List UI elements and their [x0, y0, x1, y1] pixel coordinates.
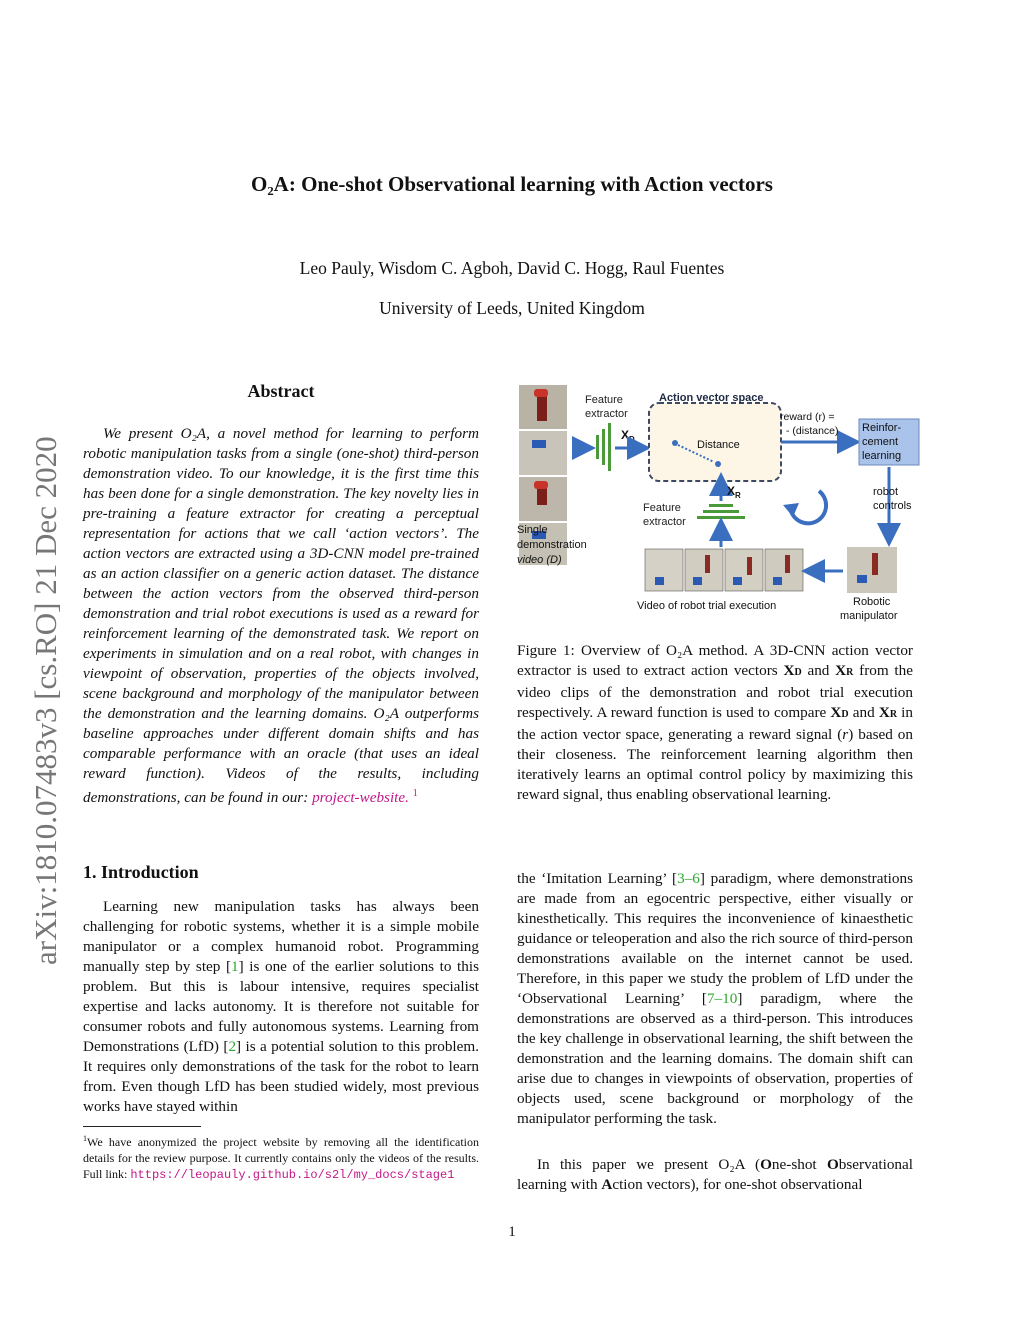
- section-heading-introduction: 1. Introduction: [83, 862, 199, 882]
- label-action-vector-space: Action vector space: [659, 392, 764, 404]
- intro-paragraph-continued: the ‘Imitation Learning’ [3–6] paradigm, where demonstrations are made from an egocentric perspective, either visually or kinesthetically. This requires the inconvenience of kinaesthetic guidance or teleoperation and also the rich source of third-person demonstrations available on the internet cannot be used. Therefore, in this paper we study the problem of LfD under the ‘Observational Learning’ [7–10] paradigm, where the demonstrations are observed as a third-person. This introduces the key challenge in observational learning, the shift between the demonstration and the learning domains. The domain shift can arise due to changes in viewpoints of observation, properties of objects used, scene background or morphology of the manipulator performing the task.: [517, 870, 913, 1127]
- trial-video-frames: [645, 549, 803, 591]
- label-rl-2: cement: [862, 436, 899, 448]
- citation-link[interactable]: 7: [706, 990, 715, 1007]
- robotic-manipulator-image: [847, 547, 897, 593]
- label-feature-extractor-bottom: Feature: [643, 502, 681, 514]
- footnote: [83, 1131, 479, 1183]
- intro-paragraph-1: [83, 897, 479, 1117]
- abstract-heading: Abstract: [247, 381, 315, 401]
- label-xd: $X_D$: [621, 428, 635, 444]
- label-robot-controls-1: robot: [873, 486, 899, 498]
- footnote-number: 1: [83, 1134, 87, 1143]
- affiliation: University of Leeds, United Kingdom: [379, 298, 645, 318]
- intro-text-a: Learning new manipulation tasks has always been challenging for robotic systems, whether it is a simple mobile manipulator or a complex humanoid robot. Programming manually step by step [: [83, 898, 479, 975]
- author-list: Leo Pauly, Wisdom C. Agboh, David C. Hogg, Raul Fuentes: [299, 258, 725, 278]
- label-feature-extractor-bottom-2: extractor: [643, 516, 686, 528]
- citation-link[interactable]: 10: [722, 990, 738, 1007]
- footnote-text: We have anonymized the project website by removing all the identification details for the review purpose. It currently contains only the videos of the results. Full link:: [83, 1135, 479, 1181]
- paper-title: O₂A: One-shot Observational learning with Action vectors: [251, 172, 773, 196]
- label-rl-1: Reinfor-: [862, 422, 902, 434]
- citation-link[interactable]: 2: [228, 1038, 237, 1055]
- citation-link[interactable]: 1: [231, 958, 239, 975]
- label-robot-controls-2: controls: [873, 500, 912, 512]
- label-feature-extractor-top: Feature: [585, 394, 623, 406]
- label-robotic-1: Robotic: [853, 596, 891, 608]
- label-single-3: video (D): [517, 554, 562, 566]
- footnote-mark[interactable]: 1: [412, 788, 418, 799]
- abstract-body: [83, 424, 479, 808]
- citation-link[interactable]: 3: [677, 870, 685, 887]
- footnote-url[interactable]: https://leopauly.github.io/s2l/my_docs/stage1: [130, 1168, 455, 1182]
- label-distance: Distance: [697, 439, 740, 451]
- feature-extractor-top-icon: [596, 423, 611, 471]
- figure-caption: Figure 1: Overview of O₂A method. A 3D-CNN action vector extractor is used to extract action vectors XD and XR from the video clips of the demonstration and robot trial execution respectively. A reward function is used to compare XD and XR in the action vector space, generating a reward signal (r) based on their closeness. The reinforcement learning algorithm then iteratively learns an optimal control policy by maximizing this reward signal, thus enabling observational learning.: [517, 642, 913, 803]
- arxiv-stamp: [14, 350, 74, 970]
- label-reward-2: - (distance): [786, 425, 839, 437]
- demo-frame-2: [519, 431, 567, 475]
- project-website-link[interactable]: project-website.: [312, 789, 409, 807]
- page-number: 1: [508, 1224, 516, 1240]
- demo-frame-1: [519, 385, 567, 429]
- intro-text-b: ] is one of the earlier solutions to this problem. But this is labour intensive, requires specialist expertise and lacks autonomy. It is therefore not suitable for consumer robots and fully autonomous systems. Learning from Demonstrations (LfD) [: [83, 958, 479, 1055]
- label-reward-1: reward (r) =: [780, 411, 835, 423]
- demo-frame-3: [519, 477, 567, 521]
- label-rl-3: learning: [862, 450, 902, 462]
- footnote-rule: [83, 1126, 201, 1127]
- label-video-trial: Video of robot trial execution: [637, 600, 777, 612]
- label-feature-extractor-top-2: extractor: [585, 408, 628, 420]
- label-xr: $X_R$: [727, 484, 741, 500]
- arxiv-id: arXiv:1810.07483v3 [cs.RO] 21 Dec 2020: [28, 436, 63, 965]
- intro-text-c: ] is a potential solution to this problem. It requires only demonstrations of the task for the robot to learn from. Even though LfD has been studied widely, most previous works have stayed within: [83, 1038, 479, 1115]
- label-single-1: Single: [517, 524, 548, 536]
- citation-link[interactable]: 6: [692, 870, 700, 887]
- label-robotic-2: manipulator: [840, 610, 898, 622]
- intro-paragraph-2: In this paper we present O₂A (One-shot Observational learning with Action vectors), for one-shot observational: [517, 1156, 913, 1193]
- feature-extractor-bottom-icon: [697, 504, 745, 519]
- figure-1-diagram: [517, 383, 922, 623]
- abstract-text: We present O₂A, a novel method for learning to perform robotic manipulation tasks from a single (one-shot) third-person demonstration video. To our knowledge, it is the first time this has been done for a single demonstration. The key novelty lies in pre-training a feature extractor for creating a perceptual representation for actions that we call ‘action vectors’. The action vectors are extracted using a 3D-CNN model pre-trained as an action classifier on a generic action dataset. The distance between the action vectors from the observed third-person demonstration and trial robot executions is used as a reward for reinforcement learning of the demonstrated task. We report on experiments in simulation and on a real robot, with changes in viewpoint of observation, properties of the objects involved, scene background and morphology of the manipulator between the demonstration and the learning domains. O₂A outperforms baseline approaches under different domain shifts and has comparable performance with an oracle (that uses an ideal reward function). Videos of the results, including demonstrations, can be found in our:: [83, 425, 479, 807]
- label-single-2: demonstration: [517, 539, 587, 551]
